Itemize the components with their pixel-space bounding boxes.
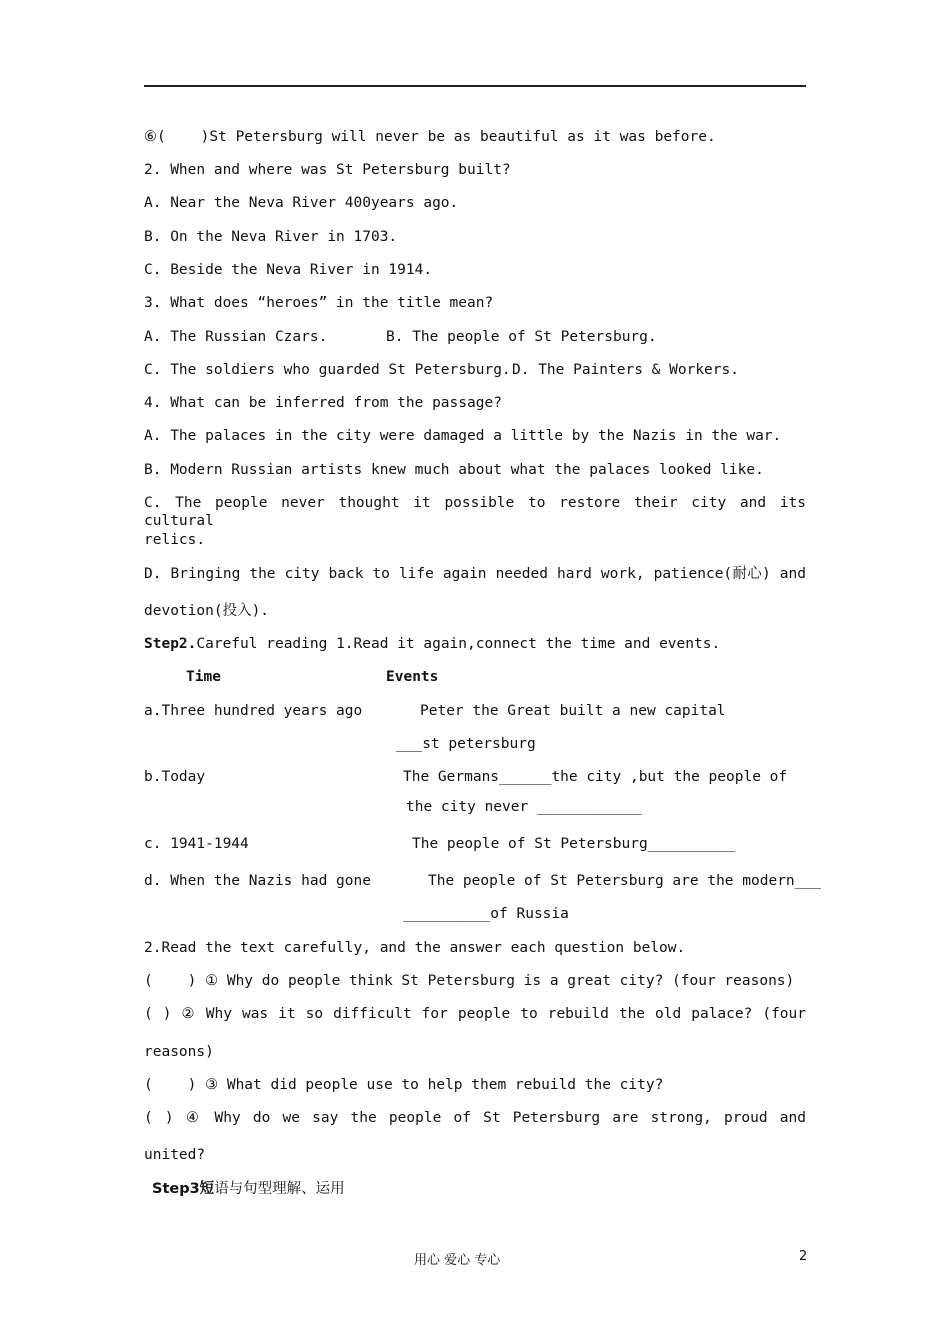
step3-title: 语与句型理解、运用 (214, 1181, 345, 1197)
footer-motto: 用心 爱心 专心 (414, 1253, 501, 1268)
question-2: 2. When and where was St Petersburg built? (144, 162, 511, 178)
question-4-option-c-line2: relics. (144, 532, 206, 548)
step2-instruction: Careful reading 1.Read it again,connect the time and events. (196, 636, 721, 652)
step2-heading (144, 635, 720, 653)
question-3-option-d: D. The Painters & Workers. (512, 362, 739, 378)
row-c-event-line1: The people of St Petersburg__________ (412, 836, 736, 852)
row-d-event-line2: __________of Russia (403, 906, 569, 922)
question-4-option-c-line1: C. The people never thought it possible to restore their city and its cultural (144, 495, 806, 529)
row-c-time: c. 1941-1944 (144, 836, 249, 852)
question-3-option-a: A. The Russian Czars. (144, 329, 328, 345)
page-number: 2 (799, 1249, 808, 1264)
question-3-option-b: B. The people of St Petersburg. (386, 329, 657, 345)
question-2-option-a: A. Near the Neva River 400years ago. (144, 195, 459, 211)
step2-label: Step2. (144, 636, 197, 652)
question-2-option-b: B. On the Neva River in 1703. (144, 229, 398, 245)
time-column-header: Time (186, 669, 221, 685)
part2-question-1: ( ) ① Why do people think St Petersburg is a great city? (four reasons) (144, 973, 795, 989)
part2-question-4-line2: united? (144, 1147, 206, 1163)
row-a-time: a.Three hundred years ago (144, 703, 363, 719)
part2-intro: 2.Read the text carefully, and the answer each question below. (144, 940, 686, 956)
question-2-option-c: C. Beside the Neva River in 1914. (144, 262, 433, 278)
row-a-event-line2: ___st petersburg (396, 736, 536, 752)
events-column-header: Events (386, 669, 439, 685)
step3-label: Step3短 (152, 1181, 215, 1197)
part2-question-4-line1: ( ) ④ Why do we say the people of St Petersburg are strong, proud and (144, 1110, 806, 1126)
question-4-option-a: A. The palaces in the city were damaged a little by the Nazis in the war. (144, 428, 782, 444)
question-4: 4. What can be inferred from the passage? (144, 395, 502, 411)
row-d-time: d. When the Nazis had gone (144, 873, 371, 889)
part2-question-3: ( ) ③ What did people use to help them rebuild the city? (144, 1077, 664, 1093)
header-rule (144, 85, 806, 87)
row-b-time: b.Today (144, 769, 206, 785)
row-b-event-line2: the city never ____________ (406, 799, 642, 815)
row-b-event-line1: The Germans______the city ,but the people of (403, 769, 788, 785)
question-3: 3. What does “heroes” in the title mean? (144, 295, 494, 311)
row-a-event-line1: Peter the Great built a new capital (420, 703, 726, 719)
question-4-option-b: B. Modern Russian artists knew much about what the palaces looked like. (144, 462, 764, 478)
question-4-option-d-line2: devotion(投入). (144, 603, 270, 619)
question-3-option-c: C. The soldiers who guarded St Petersburg. (144, 362, 511, 378)
question-4-option-d-line1: D. Bringing the city back to life again needed hard work, patience(耐心) and (144, 566, 806, 582)
step3-heading (152, 1180, 345, 1198)
row-d-event-line1: The people of St Petersburg are the modern___ (428, 873, 821, 889)
part2-question-2-line2: reasons) (144, 1044, 214, 1060)
part2-question-2-line1: ( ) ② Why was it so difficult for people to rebuild the old palace? (four (144, 1006, 806, 1022)
statement-6: ⑥( )St Petersburg will never be as beautiful as it was before. (144, 129, 716, 145)
